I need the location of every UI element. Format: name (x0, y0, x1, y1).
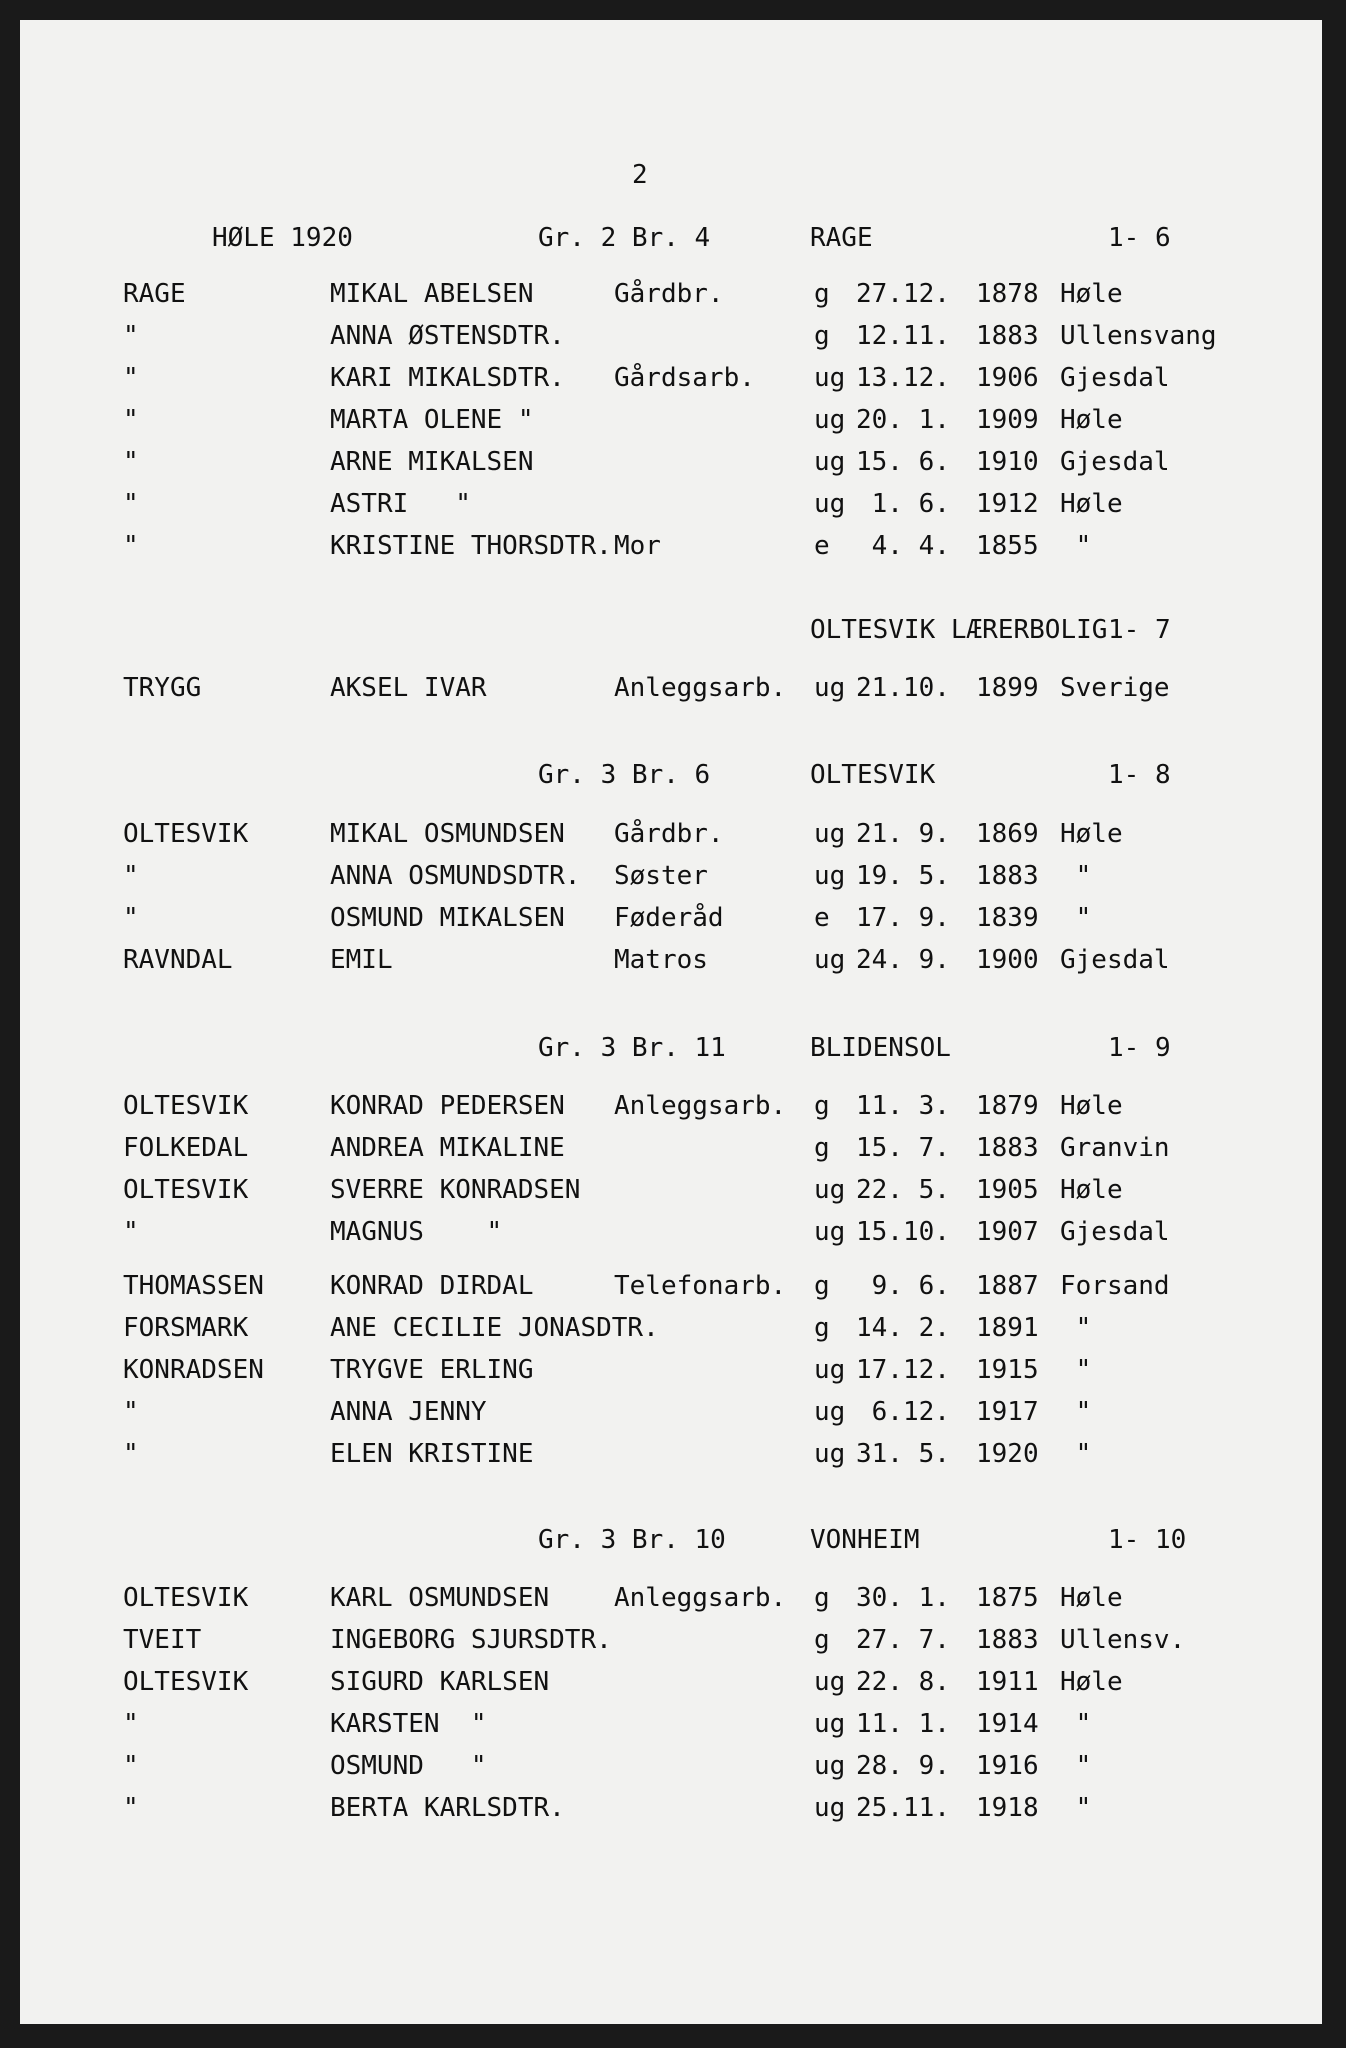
occupation-cell: Mor (614, 531, 661, 561)
birthplace-cell: " (1060, 903, 1092, 933)
birthplace-cell: Høle (1060, 819, 1123, 849)
household-header (20, 612, 1322, 648)
birth-year-cell: 1878 (976, 279, 1039, 309)
marital-status-cell: e (814, 903, 830, 933)
surname-cell: " (123, 531, 139, 561)
person-row (20, 1172, 1322, 1208)
birth-date-cell: 24. 9. (856, 945, 950, 975)
header-farm: RAGE (810, 223, 873, 253)
birth-date-cell: 12.11. (856, 321, 950, 351)
surname-cell: OLTESVIK (123, 1091, 249, 1121)
marital-status-cell: ug (814, 447, 846, 477)
household-farm: OLTESVIK (810, 760, 936, 790)
person-row (20, 1622, 1322, 1658)
surname-cell: " (123, 1709, 139, 1739)
surname-cell: RAGE (123, 279, 186, 309)
person-row (20, 1088, 1322, 1124)
surname-cell: " (123, 1217, 139, 1247)
birth-year-cell: 1912 (976, 489, 1039, 519)
marital-status-cell: g (814, 1625, 830, 1655)
person-row (20, 360, 1322, 396)
surname-cell: FOLKEDAL (123, 1133, 249, 1163)
birthplace-cell: Høle (1060, 1175, 1123, 1205)
surname-cell: FORSMARK (123, 1313, 249, 1343)
birthplace-cell: " (1060, 1709, 1092, 1739)
person-row (20, 276, 1322, 312)
person-row (20, 486, 1322, 522)
surname-cell: " (123, 903, 139, 933)
occupation-cell: Anleggsarb. (614, 1583, 787, 1613)
birthplace-cell: " (1060, 1751, 1092, 1781)
birth-date-cell: 28. 9. (856, 1751, 950, 1781)
birth-date-cell: 27. 7. (856, 1625, 950, 1655)
birth-date-cell: 6.12. (856, 1397, 950, 1427)
birth-date-cell: 27.12. (856, 279, 950, 309)
marital-status-cell: g (814, 1583, 830, 1613)
person-row (20, 1268, 1322, 1304)
birth-year-cell: 1883 (976, 321, 1039, 351)
marital-status-cell: e (814, 531, 830, 561)
birth-date-cell: 15. 6. (856, 447, 950, 477)
birthplace-cell: " (1060, 531, 1092, 561)
surname-cell: " (123, 363, 139, 393)
occupation-cell: Telefonarb. (614, 1271, 787, 1301)
marital-status-cell: ug (814, 1355, 846, 1385)
birth-date-cell: 20. 1. (856, 405, 950, 435)
birth-year-cell: 1915 (976, 1355, 1039, 1385)
birth-date-cell: 17. 9. (856, 903, 950, 933)
given-name-cell: MIKAL OSMUNDSEN (330, 819, 565, 849)
given-name-cell: KARSTEN " (330, 1709, 487, 1739)
person-row (20, 402, 1322, 438)
person-row (20, 318, 1322, 354)
household-header (20, 757, 1322, 793)
given-name-cell: KRISTINE THORSDTR. (330, 531, 612, 561)
birthplace-cell: Forsand (1060, 1271, 1170, 1301)
surname-cell: KONRADSEN (123, 1355, 264, 1385)
birth-date-cell: 4. 4. (856, 531, 950, 561)
person-row (20, 900, 1322, 936)
occupation-cell: Gårdbr. (614, 279, 724, 309)
marital-status-cell: g (814, 1313, 830, 1343)
marital-status-cell: ug (814, 489, 846, 519)
birthplace-cell: Sverige (1060, 673, 1170, 703)
birthplace-cell: Gjesdal (1060, 447, 1170, 477)
birthplace-cell: Høle (1060, 279, 1123, 309)
birth-year-cell: 1899 (976, 673, 1039, 703)
surname-cell: " (123, 1397, 139, 1427)
birth-year-cell: 1914 (976, 1709, 1039, 1739)
person-row (20, 444, 1322, 480)
birth-year-cell: 1855 (976, 531, 1039, 561)
marital-status-cell: ug (814, 363, 846, 393)
birth-date-cell: 1. 6. (856, 489, 950, 519)
surname-cell: RAVNDAL (123, 945, 233, 975)
birth-year-cell: 1917 (976, 1397, 1039, 1427)
birthplace-cell: " (1060, 1313, 1092, 1343)
given-name-cell: KARI MIKALSDTR. (330, 363, 565, 393)
household-header (20, 1030, 1322, 1066)
census-page (20, 20, 1322, 2024)
person-row (20, 1394, 1322, 1430)
given-name-cell: EMIL (330, 945, 393, 975)
marital-status-cell: ug (814, 861, 846, 891)
birth-year-cell: 1875 (976, 1583, 1039, 1613)
surname-cell: OLTESVIK (123, 1667, 249, 1697)
occupation-cell: Gårdbr. (614, 819, 724, 849)
birth-year-cell: 1891 (976, 1313, 1039, 1343)
marital-status-cell: ug (814, 1397, 846, 1427)
birth-date-cell: 19. 5. (856, 861, 950, 891)
marital-status-cell: g (814, 321, 830, 351)
birth-year-cell: 1918 (976, 1793, 1039, 1823)
birth-date-cell: 21.10. (856, 673, 950, 703)
birth-date-cell: 14. 2. (856, 1313, 950, 1343)
birth-date-cell: 11. 3. (856, 1091, 950, 1121)
household-farm: OLTESVIK LÆRERBOLIG (810, 615, 1108, 645)
occupation-cell: Føderåd (614, 903, 724, 933)
marital-status-cell: g (814, 1271, 830, 1301)
header-number: 1- 6 (1108, 223, 1171, 253)
occupation-cell: Anleggsarb. (614, 1091, 787, 1121)
birth-year-cell: 1839 (976, 903, 1039, 933)
surname-cell: OLTESVIK (123, 819, 249, 849)
person-row (20, 1664, 1322, 1700)
birthplace-cell: " (1060, 1793, 1092, 1823)
birthplace-cell: Gjesdal (1060, 1217, 1170, 1247)
person-row (20, 858, 1322, 894)
surname-cell: OLTESVIK (123, 1583, 249, 1613)
birth-year-cell: 1869 (976, 819, 1039, 849)
given-name-cell: KARL OSMUNDSEN (330, 1583, 550, 1613)
occupation-cell: Anleggsarb. (614, 673, 787, 703)
birthplace-cell: Ullensv. (1060, 1625, 1186, 1655)
birthplace-cell: Granvin (1060, 1133, 1170, 1163)
given-name-cell: MIKAL ABELSEN (330, 279, 534, 309)
marital-status-cell: ug (814, 945, 846, 975)
given-name-cell: MAGNUS " (330, 1217, 503, 1247)
birth-date-cell: 30. 1. (856, 1583, 950, 1613)
marital-status-cell: ug (814, 1709, 846, 1739)
given-name-cell: ANNA OSMUNDSDTR. (330, 861, 581, 891)
marital-status-cell: g (814, 1133, 830, 1163)
birthplace-cell: " (1060, 861, 1092, 891)
birthplace-cell: Høle (1060, 489, 1123, 519)
marital-status-cell: ug (814, 405, 846, 435)
surname-cell: " (123, 1439, 139, 1469)
page-header (20, 220, 1322, 256)
page-title: HØLE 1920 (212, 223, 353, 253)
birthplace-cell: Gjesdal (1060, 363, 1170, 393)
surname-cell: TVEIT (123, 1625, 202, 1655)
birth-year-cell: 1900 (976, 945, 1039, 975)
person-row (20, 816, 1322, 852)
birthplace-cell: Høle (1060, 1583, 1123, 1613)
birthplace-cell: Høle (1060, 1667, 1123, 1697)
birth-date-cell: 9. 6. (856, 1271, 950, 1301)
marital-status-cell: ug (814, 819, 846, 849)
birth-year-cell: 1905 (976, 1175, 1039, 1205)
given-name-cell: TRYGVE ERLING (330, 1355, 534, 1385)
person-row (20, 1214, 1322, 1250)
birth-year-cell: 1920 (976, 1439, 1039, 1469)
birth-date-cell: 15.10. (856, 1217, 950, 1247)
marital-status-cell: ug (814, 1667, 846, 1697)
surname-cell: " (123, 447, 139, 477)
person-row (20, 1790, 1322, 1826)
given-name-cell: KONRAD DIRDAL (330, 1271, 534, 1301)
occupation-cell: Matros (614, 945, 708, 975)
surname-cell: OLTESVIK (123, 1175, 249, 1205)
birth-year-cell: 1911 (976, 1667, 1039, 1697)
given-name-cell: OSMUND " (330, 1751, 487, 1781)
birth-year-cell: 1883 (976, 1133, 1039, 1163)
marital-status-cell: g (814, 1091, 830, 1121)
household-gr-br: Gr. 3 Br. 10 (538, 1525, 726, 1555)
surname-cell: " (123, 1751, 139, 1781)
person-row (20, 1352, 1322, 1388)
birth-year-cell: 1907 (976, 1217, 1039, 1247)
given-name-cell: BERTA KARLSDTR. (330, 1793, 565, 1823)
birthplace-cell: Høle (1060, 1091, 1123, 1121)
given-name-cell: ASTRI " (330, 489, 471, 519)
birth-year-cell: 1883 (976, 861, 1039, 891)
birth-date-cell: 22. 5. (856, 1175, 950, 1205)
given-name-cell: AKSEL IVAR (330, 673, 487, 703)
marital-status-cell: g (814, 279, 830, 309)
birth-year-cell: 1916 (976, 1751, 1039, 1781)
household-header (20, 1522, 1322, 1558)
birth-date-cell: 22. 8. (856, 1667, 950, 1697)
given-name-cell: ANNA ØSTENSDTR. (330, 321, 565, 351)
given-name-cell: SVERRE KONRADSEN (330, 1175, 581, 1205)
household-number: 1- 7 (1108, 615, 1171, 645)
person-row (20, 670, 1322, 706)
household-gr-br: Gr. 3 Br. 11 (538, 1033, 726, 1063)
marital-status-cell: ug (814, 1439, 846, 1469)
person-row (20, 528, 1322, 564)
person-row (20, 942, 1322, 978)
surname-cell: THOMASSEN (123, 1271, 264, 1301)
birthplace-cell: " (1060, 1439, 1092, 1469)
birthplace-cell: Ullensvang (1060, 321, 1217, 351)
birth-date-cell: 15. 7. (856, 1133, 950, 1163)
birth-date-cell: 25.11. (856, 1793, 950, 1823)
surname-cell: " (123, 405, 139, 435)
occupation-cell: Gårdsarb. (614, 363, 755, 393)
surname-cell: " (123, 321, 139, 351)
given-name-cell: ARNE MIKALSEN (330, 447, 534, 477)
household-farm: BLIDENSOL (810, 1033, 951, 1063)
marital-status-cell: ug (814, 673, 846, 703)
surname-cell: " (123, 489, 139, 519)
birth-date-cell: 31. 5. (856, 1439, 950, 1469)
person-row (20, 1706, 1322, 1742)
household-number: 1- 9 (1108, 1033, 1171, 1063)
birthplace-cell: Høle (1060, 405, 1123, 435)
given-name-cell: KONRAD PEDERSEN (330, 1091, 565, 1121)
surname-cell: TRYGG (123, 673, 202, 703)
birthplace-cell: Gjesdal (1060, 945, 1170, 975)
given-name-cell: ANE CECILIE JONASDTR. (330, 1313, 659, 1343)
given-name-cell: INGEBORG SJURSDTR. (330, 1625, 612, 1655)
occupation-cell: Søster (614, 861, 708, 891)
given-name-cell: ANNA JENNY (330, 1397, 487, 1427)
given-name-cell: OSMUND MIKALSEN (330, 903, 565, 933)
birth-year-cell: 1887 (976, 1271, 1039, 1301)
surname-cell: " (123, 1793, 139, 1823)
marital-status-cell: ug (814, 1217, 846, 1247)
marital-status-cell: ug (814, 1793, 846, 1823)
birth-date-cell: 17.12. (856, 1355, 950, 1385)
birth-date-cell: 21. 9. (856, 819, 950, 849)
birth-year-cell: 1883 (976, 1625, 1039, 1655)
person-row (20, 1130, 1322, 1166)
given-name-cell: MARTA OLENE " (330, 405, 534, 435)
person-row (20, 1580, 1322, 1616)
header-gr-br: Gr. 2 Br. 4 (538, 223, 711, 253)
given-name-cell: ELEN KRISTINE (330, 1439, 534, 1469)
person-row (20, 1748, 1322, 1784)
marital-status-cell: ug (814, 1175, 846, 1205)
marital-status-cell: ug (814, 1751, 846, 1781)
birth-date-cell: 13.12. (856, 363, 950, 393)
birthplace-cell: " (1060, 1397, 1092, 1427)
household-farm: VONHEIM (810, 1525, 920, 1555)
given-name-cell: SIGURD KARLSEN (330, 1667, 550, 1697)
person-row (20, 1310, 1322, 1346)
page-number: 2 (632, 160, 648, 190)
birthplace-cell: " (1060, 1355, 1092, 1385)
surname-cell: " (123, 861, 139, 891)
birth-date-cell: 11. 1. (856, 1709, 950, 1739)
birth-year-cell: 1906 (976, 363, 1039, 393)
household-gr-br: Gr. 3 Br. 6 (538, 760, 711, 790)
birth-year-cell: 1909 (976, 405, 1039, 435)
birth-year-cell: 1910 (976, 447, 1039, 477)
household-number: 1- 8 (1108, 760, 1171, 790)
birth-year-cell: 1879 (976, 1091, 1039, 1121)
household-number: 1- 10 (1108, 1525, 1187, 1555)
given-name-cell: ANDREA MIKALINE (330, 1133, 565, 1163)
person-row (20, 1436, 1322, 1472)
